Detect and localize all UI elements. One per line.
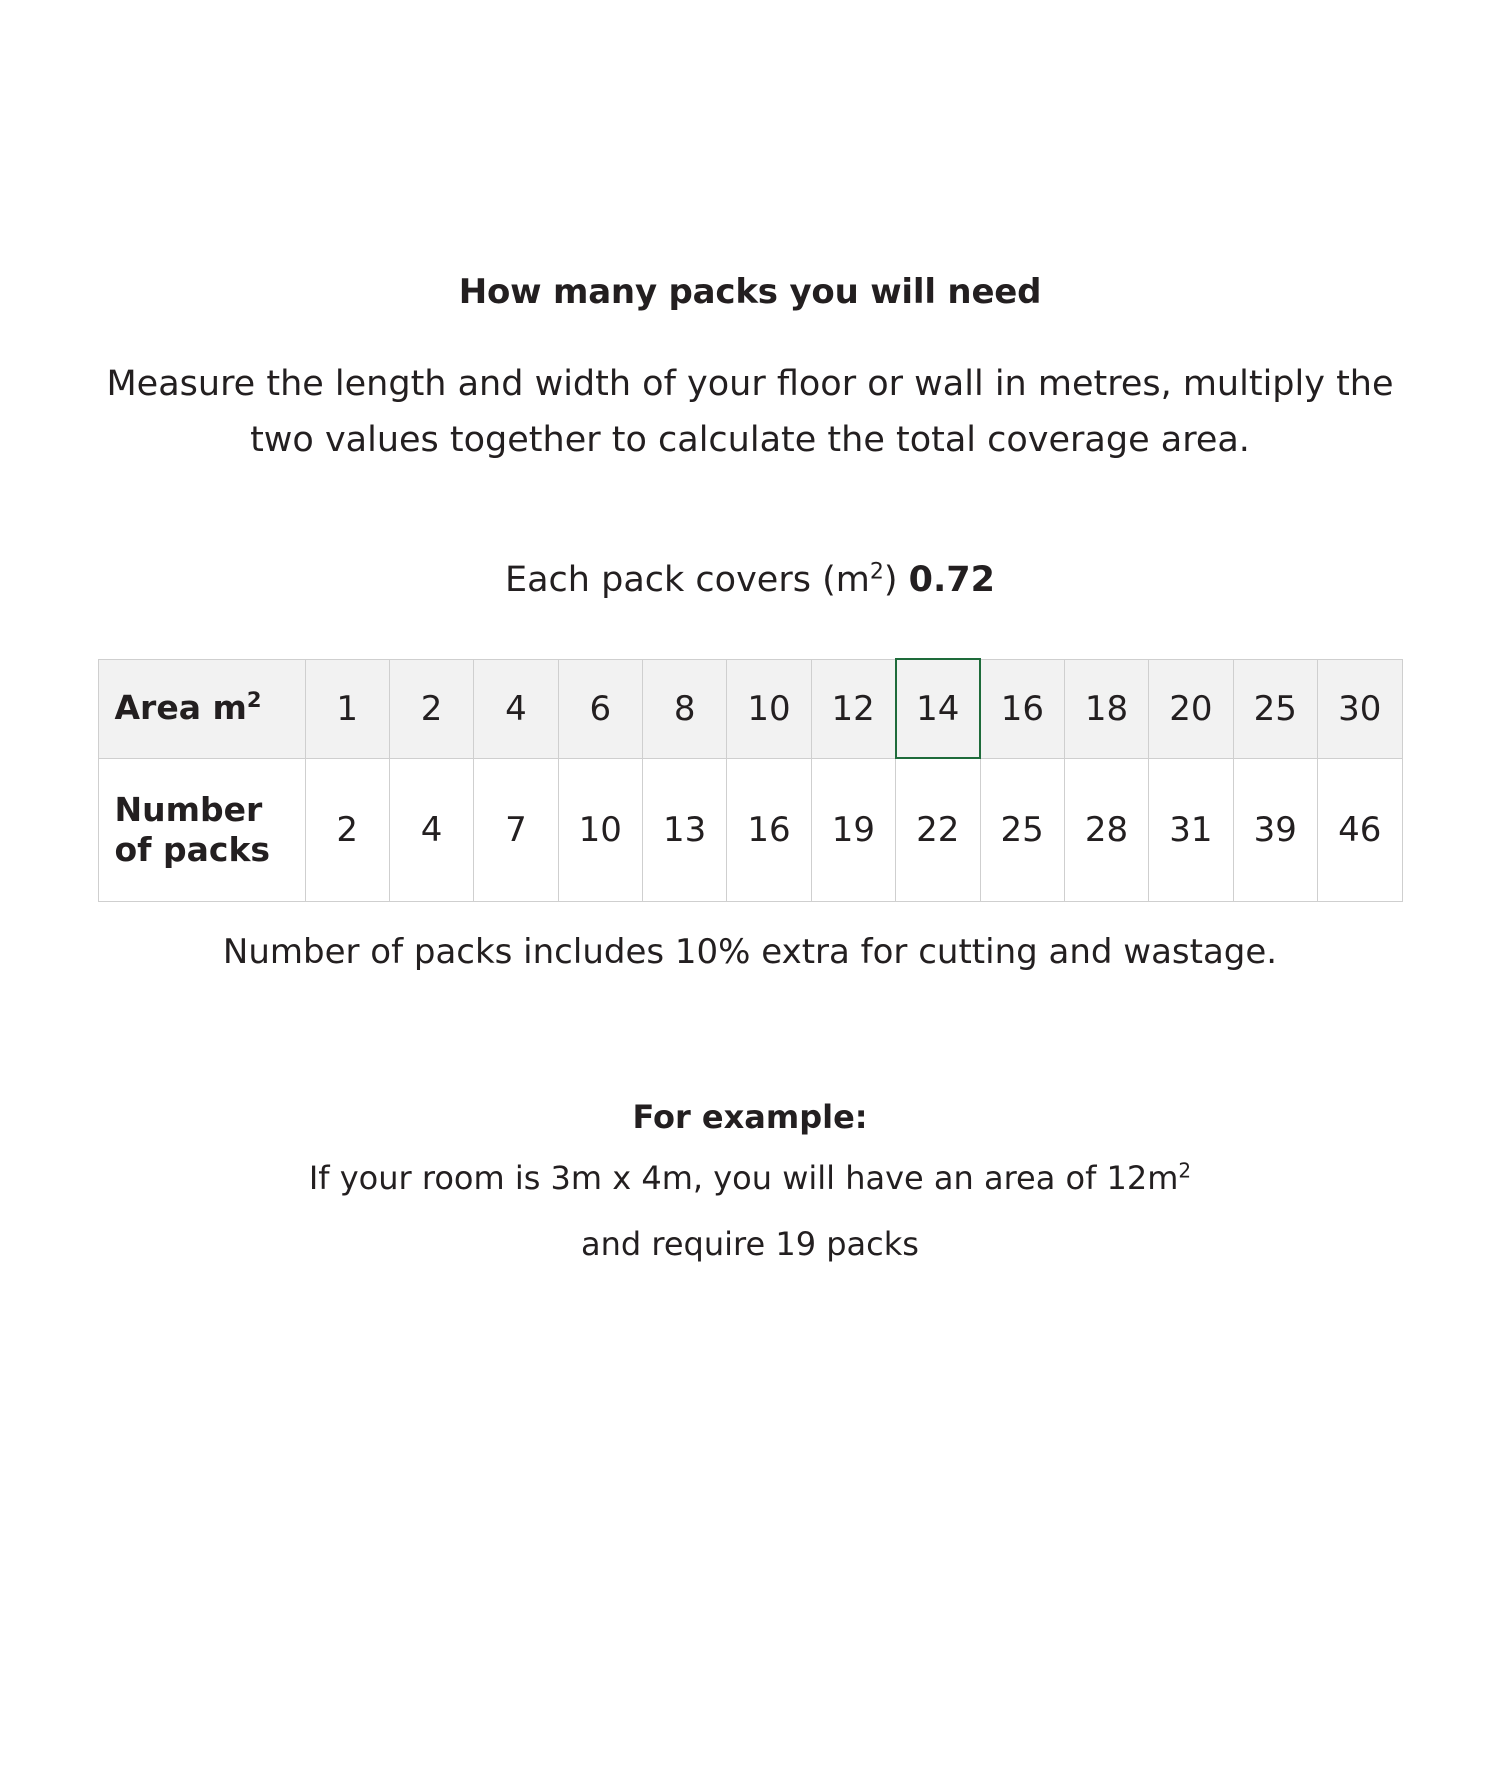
- area-cell-8[interactable]: 16: [980, 659, 1064, 758]
- example-line-2: and require 19 packs: [581, 1225, 919, 1263]
- example-line-1: [0, 1154, 1500, 1202]
- packs-cell-6[interactable]: 19: [811, 758, 895, 902]
- packs-cell-0[interactable]: 2: [305, 758, 389, 902]
- example-block: [0, 1098, 1500, 1268]
- packs-cell-8[interactable]: 25: [980, 758, 1064, 902]
- packs-table-wrapper: [98, 658, 1403, 902]
- row-header-packs: [98, 758, 305, 902]
- packs-cell-3[interactable]: 10: [558, 758, 642, 902]
- area-cell-5[interactable]: 10: [727, 659, 811, 758]
- packs-cell-10[interactable]: 31: [1149, 758, 1233, 902]
- packs-cell-5[interactable]: 16: [727, 758, 811, 902]
- area-cell-12[interactable]: 30: [1318, 659, 1403, 758]
- area-cell-9[interactable]: 18: [1064, 659, 1148, 758]
- intro-paragraph: Measure the length and width of your floor or wall in metres, multiply the two values together to calculate the total coverage area.: [106, 364, 1394, 460]
- pack-coverage-line: [0, 560, 1500, 600]
- packs-cell-12[interactable]: 46: [1318, 758, 1403, 902]
- table-row-packs: [98, 758, 1402, 902]
- packs-cell-7[interactable]: 22: [896, 758, 980, 902]
- area-cell-11[interactable]: 25: [1233, 659, 1317, 758]
- area-cell-2[interactable]: 4: [474, 659, 558, 758]
- row-header-area: [98, 659, 305, 758]
- wastage-note: Number of packs includes 10% extra for cutting and wastage.: [222, 932, 1278, 972]
- area-cell-6[interactable]: 12: [811, 659, 895, 758]
- row-header-area-superscript: 2: [246, 688, 262, 713]
- area-cell-4[interactable]: 8: [643, 659, 727, 758]
- area-cell-3[interactable]: 6: [558, 659, 642, 758]
- packs-cell-2[interactable]: 7: [474, 758, 558, 902]
- packs-cell-11[interactable]: 39: [1233, 758, 1317, 902]
- area-cell-0[interactable]: 1: [305, 659, 389, 758]
- packs-table: [98, 658, 1403, 902]
- packs-cell-1[interactable]: 4: [389, 758, 473, 902]
- pack-coverage-superscript: 2: [869, 559, 884, 585]
- pack-coverage-value: 0.72: [908, 560, 995, 600]
- example-heading: For example:: [632, 1098, 868, 1136]
- packs-cell-4[interactable]: 13: [643, 758, 727, 902]
- packs-cell-9[interactable]: 28: [1064, 758, 1148, 902]
- row-header-area-text: Area m: [114, 688, 247, 728]
- coverage-guide-page: [0, 272, 1500, 1772]
- page-title: How many packs you will need: [458, 272, 1042, 312]
- area-cell-10[interactable]: 20: [1149, 659, 1233, 758]
- example-line-1-text: If your room is 3m x 4m, you will have an area of 12m: [308, 1159, 1179, 1197]
- example-line-1-superscript: 2: [1178, 1158, 1192, 1183]
- area-cell-7-selected[interactable]: 14: [896, 659, 980, 758]
- pack-coverage-suffix: ): [883, 560, 898, 600]
- row-header-packs-line2: of packs: [114, 829, 271, 869]
- row-header-packs-line1: Number: [114, 789, 263, 829]
- table-row-area: [98, 659, 1402, 758]
- area-cell-1[interactable]: 2: [389, 659, 473, 758]
- pack-coverage-prefix: Each pack covers (m: [505, 560, 870, 600]
